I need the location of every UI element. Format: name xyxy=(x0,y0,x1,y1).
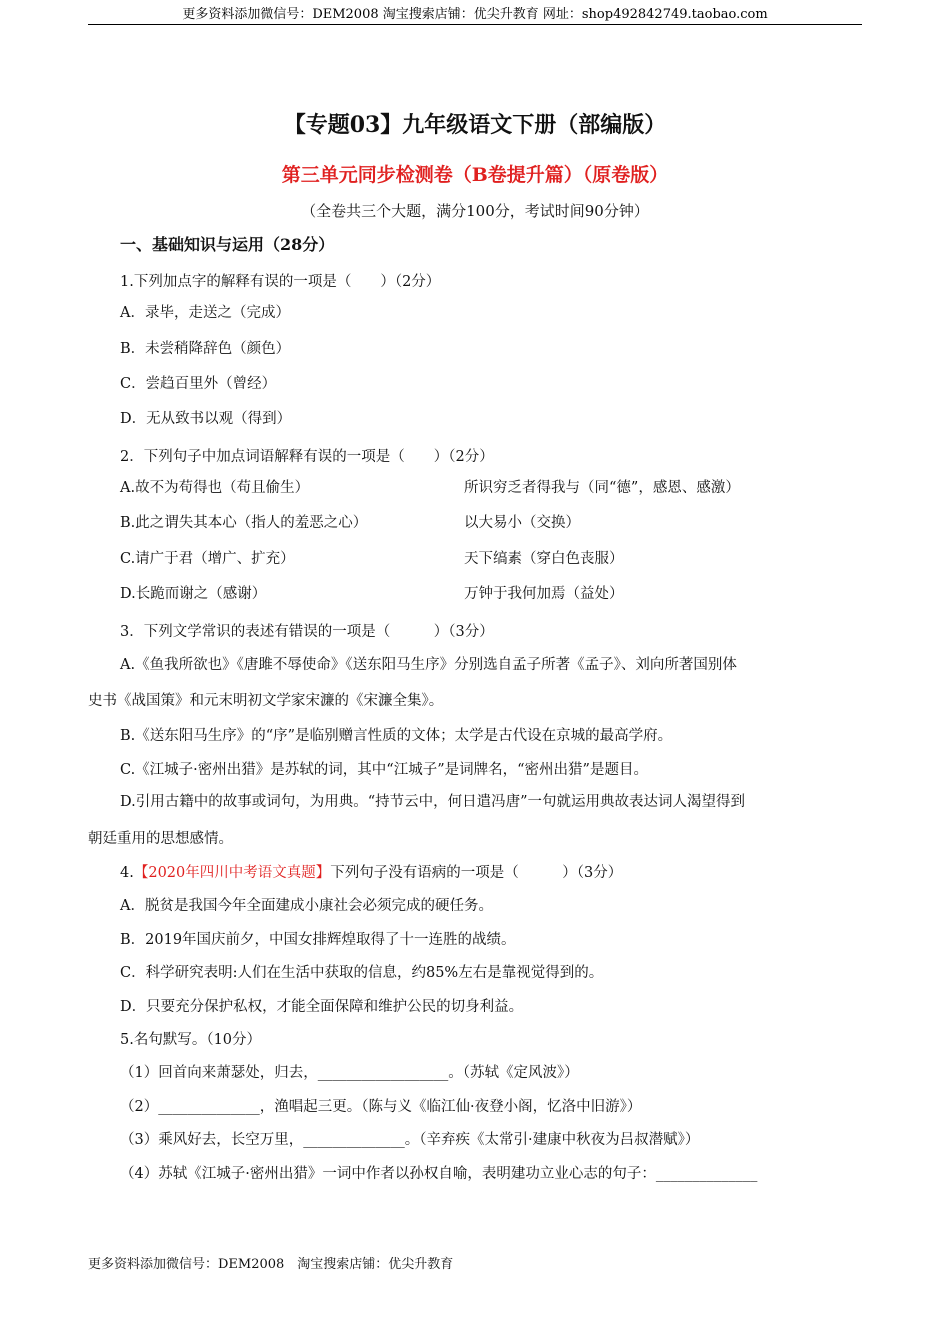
q3-option-c: C.《江城子·密州出猎》是苏轼的词，其中“江城子”是词牌名，“密州出猎”是题目。 xyxy=(120,762,648,778)
q5-item-1: （1）回首向来萧瑟处，归去，__________________。（苏轼《定风波》） xyxy=(120,1065,579,1081)
q5-item-3: （3）乘风好去，长空万里，______________。（辛弃疾《太常引·建康中秋夜为吕叔潜赋》） xyxy=(120,1132,700,1148)
q4-stem xyxy=(120,861,622,882)
q3-option-a-line1: A.《鱼我所欲也》《唐雎不辱使命》《送东阳马生序》分别选自孟子所著《孟子》、刘向所著国别体 xyxy=(120,657,737,673)
q2-option-b-right: 以大易小（交换） xyxy=(464,515,580,531)
q2-stem: 2．下列句子中加点词语解释有误的一项是（ ）（2分） xyxy=(120,449,494,465)
q1-stem: 1.下列加点字的解释有误的一项是（ ）（2分） xyxy=(120,274,441,290)
q2-option-c-right: 天下缟素（穿白色丧服） xyxy=(464,551,624,567)
q5-stem: 5.名句默写。（10分） xyxy=(120,1032,262,1048)
q5-item-4: （4）苏轼《江城子·密州出猎》一词中作者以孙权自喻，表明建功立业心志的句子：______________ xyxy=(120,1166,758,1182)
section-heading: 一、基础知识与运用（28分） xyxy=(120,235,335,254)
q1-option-d: D．无从致书以观（得到） xyxy=(120,411,292,427)
header-divider xyxy=(88,24,862,25)
page-subtitle: 第三单元同步检测卷（B卷提升篇）（原卷版） xyxy=(281,164,669,186)
q4-number: 4. xyxy=(120,865,134,881)
q1-option-b: B．未尝稍降辞色（颜色） xyxy=(120,341,291,357)
q4-source-tag: 【2020年四川中考语文真题】 xyxy=(133,865,331,881)
q4-option-b: B．2019年国庆前夕，中国女排辉煌取得了十一连胜的战绩。 xyxy=(120,932,516,948)
q4-option-c: C．科学研究表明:人们在生活中获取的信息，约85%左右是靠视觉得到的。 xyxy=(120,965,604,981)
q2-option-b-left: B.此之谓失其本心（指人的羞恶之心） xyxy=(120,515,368,531)
q4-option-d: D．只要充分保护私权，才能全面保障和维护公民的切身利益。 xyxy=(120,999,524,1015)
exam-note: （全卷共三个大题，满分100分，考试时间90分钟） xyxy=(301,202,649,220)
q4-stem-text: 下列句子没有语病的一项是（ ）（3分） xyxy=(330,865,623,881)
q3-option-b: B.《送东阳马生序》的“序”是临别赠言性质的文体；太学是古代设在京城的最高学府。 xyxy=(120,728,673,744)
q3-option-a-line2: 史书《战国策》和元末明初文学家宋濂的《宋濂全集》。 xyxy=(88,693,444,709)
q3-stem: 3．下列文学常识的表述有错误的一项是（ ）（3分） xyxy=(120,624,494,640)
q1-option-c: C．尝趋百里外（曾经） xyxy=(120,376,277,392)
q3-option-d-line2: 朝廷重用的思想感情。 xyxy=(88,831,233,847)
q3-option-d-line1: D.引用古籍中的故事或词句，为用典。“持节云中，何日遣冯唐”一句就运用典故表达词人渴望得到 xyxy=(120,794,746,810)
q2-option-a-right: 所识穷乏者得我与（同“德”，感恩、感激） xyxy=(464,480,740,496)
q5-item-2: （2）______________，渔唱起三更。（陈与义《临江仙·夜登小阁，忆洛中旧游》） xyxy=(120,1099,642,1115)
page-title: 【专题03】九年级语文下册（部编版） xyxy=(283,112,667,138)
q1-option-a: A．录毕，走送之（完成） xyxy=(120,305,290,321)
footer-note: 更多资料添加微信号：DEM2008 淘宝搜索店铺：优尖升教育 xyxy=(88,1257,454,1272)
q2-option-a-left: A.故不为苟得也（苟且偷生） xyxy=(120,480,310,496)
header-note: 更多资料添加微信号：DEM2008 淘宝搜索店铺：优尖升教育 网址：shop492842749.taobao.com xyxy=(182,7,768,22)
q2-option-d-left: D.长跪而谢之（感谢） xyxy=(120,586,267,602)
q2-option-d-right: 万钟于我何加焉（益处） xyxy=(464,586,624,602)
q4-option-a: A．脱贫是我国今年全面建成小康社会必须完成的硬任务。 xyxy=(120,898,493,914)
q2-option-c-left: C.请广于君（增广、扩充） xyxy=(120,551,295,567)
